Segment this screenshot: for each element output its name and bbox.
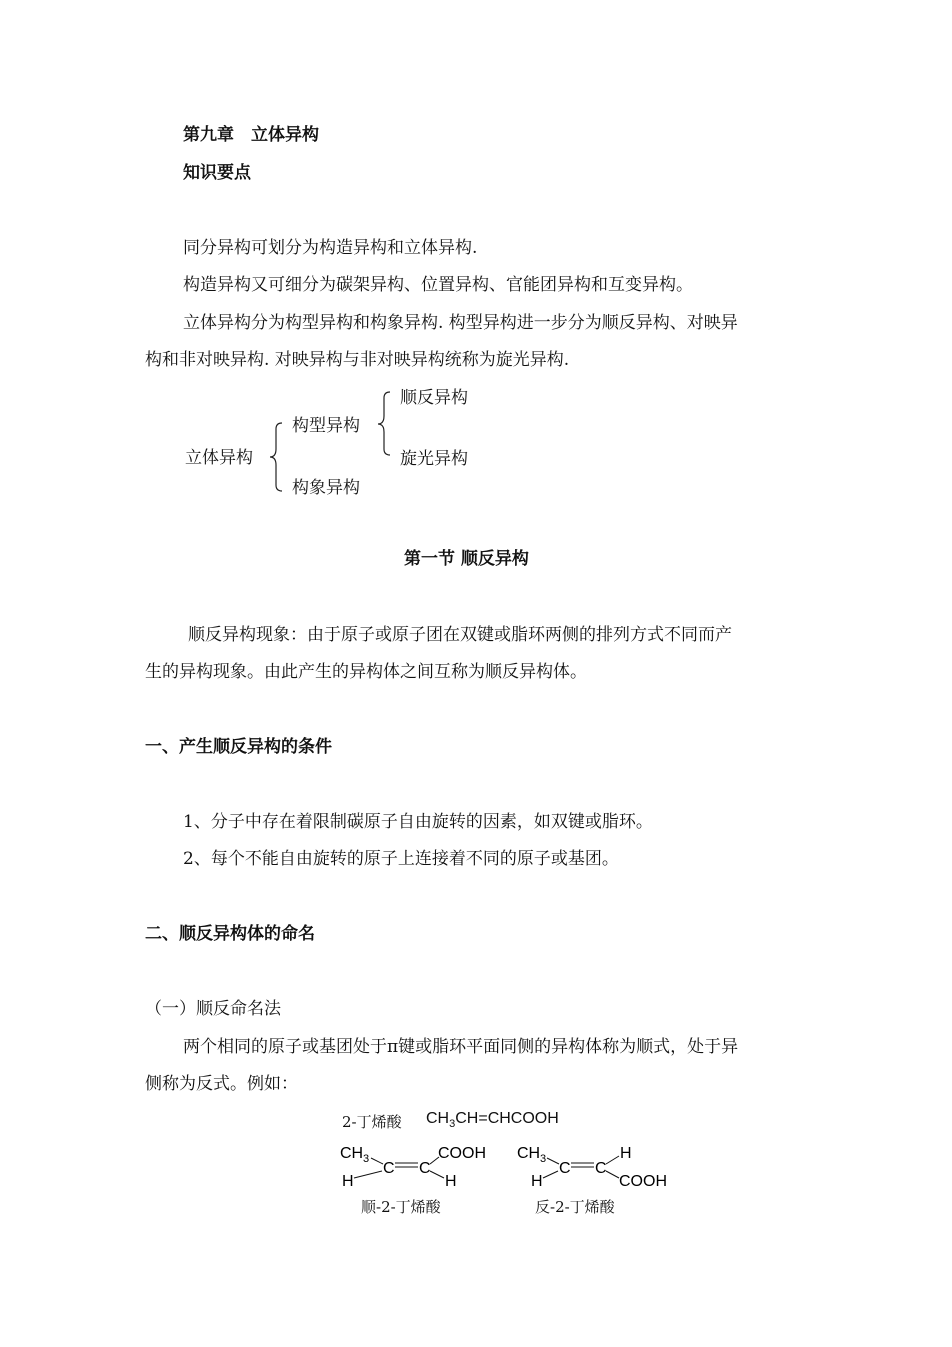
trans-carbon-1: C [559,1160,571,1177]
tree-leaf-optical: 旋光异构 [400,449,468,469]
condition-1: 1、分子中存在着限制碳原子自由旋转的因素，如双键或脂环。 [183,812,653,832]
cis-subscript: 3 [363,1153,370,1165]
chapter-title: 第九章 立体异构 [183,125,319,145]
cis-carbon-1: C [383,1160,395,1177]
intro-paragraph-2: 构造异构又可细分为碳架异构、位置异构、官能团异构和互变异构。 [183,275,693,295]
trans-ch: CH [517,1145,541,1162]
key-points-heading: 知识要点 [183,163,251,183]
trans-cooh: COOH [619,1173,667,1190]
tree-root: 立体异构 [185,448,253,468]
intro-paragraph-3-line-1: 立体异构分为构型异构和构象异构. 构型异构进一步分为顺反异构、对映异 [183,313,738,333]
intro-paragraph-3-line-2: 构和非对映异构. 对映异构与非对映异构统称为旋光异构. [145,350,570,370]
tree-branch-configuration: 构型异构 [292,416,360,436]
cis-h2: H [445,1173,457,1190]
tree-leaf-cis-trans: 顺反异构 [400,388,468,408]
condensed-formula [426,1110,559,1130]
naming-line-2: 侧称为反式。例如： [145,1074,298,1094]
section-title: 第一节 顺反异构 [404,549,529,569]
formula-subscript: 3 [449,1118,456,1131]
subheading-cis-trans-naming: （一）顺反命名法 [145,999,281,1019]
cis-ch: CH [340,1145,364,1162]
right-brace [378,392,390,455]
trans-subscript: 3 [540,1153,547,1165]
trans-isomer-structure [517,1145,667,1190]
tree-branch-conformation: 构象异构 [292,478,360,498]
formula-part-c: CH=CHCOOH [455,1110,559,1127]
heading-naming: 二、顺反异构体的命名 [145,924,315,944]
definition-line-2: 生的异构现象。由此产生的异构体之间互称为顺反异构体。 [145,662,587,682]
cis-isomer-structure [340,1145,486,1190]
condition-2: 2、每个不能自由旋转的原子上连接着不同的原子或基团。 [183,849,619,869]
trans-caption: 反-2-丁烯酸 [535,1198,615,1216]
definition-line-1: 顺反异构现象：由于原子或原子团在双键或脂环两侧的排列方式不同而产 [188,625,732,645]
heading-conditions: 一、产生顺反异构的条件 [145,737,332,757]
cis-carbon-2: C [419,1160,431,1177]
cis-caption: 顺-2-丁烯酸 [361,1198,441,1216]
trans-h2: H [620,1145,632,1162]
formula-part-a: CH [426,1110,450,1127]
trans-carbon-2: C [595,1160,607,1177]
compound-name: 2-丁烯酸 [342,1113,402,1131]
tree-braces [260,385,400,500]
left-brace [270,423,282,491]
trans-h1: H [531,1173,543,1190]
intro-paragraph-1: 同分异构可划分为构造异构和立体异构. [183,238,478,258]
cis-cooh: COOH [438,1145,486,1162]
naming-line-1: 两个相同的原子或基团处于π键或脂环平面同侧的异构体称为顺式，处于异 [183,1037,739,1057]
structure-diagrams [335,1138,685,1194]
cis-h1: H [342,1173,354,1190]
